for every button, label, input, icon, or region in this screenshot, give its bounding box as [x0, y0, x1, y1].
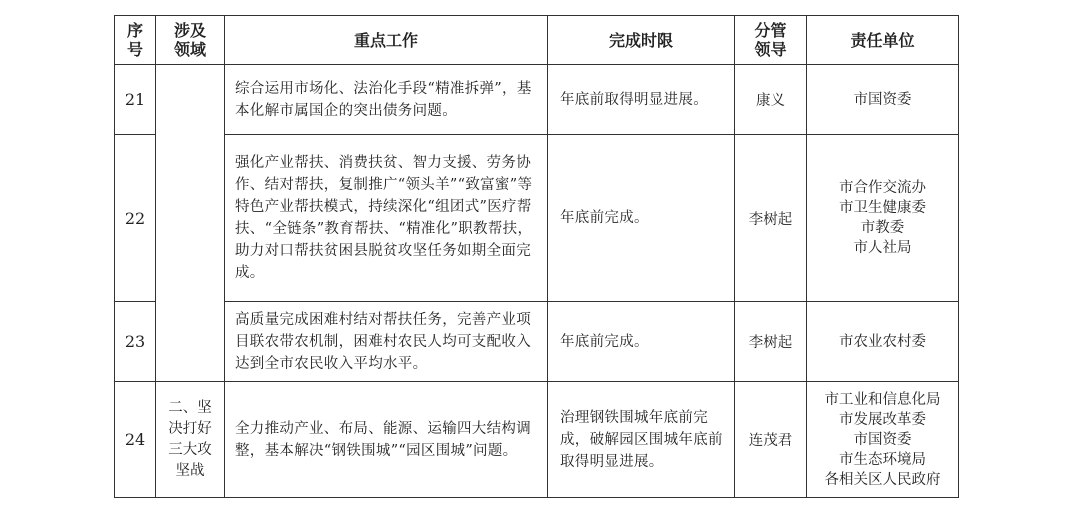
leader-cell: 李树起 [735, 302, 807, 382]
header-task: 重点工作 [225, 16, 548, 65]
work-plan-table [114, 15, 959, 498]
row-number: 22 [115, 135, 156, 302]
field-cell [156, 382, 225, 498]
deadline-cell: 年底前完成。 [548, 135, 735, 302]
header-no: 序 号 [115, 16, 156, 65]
header-leader: 分管 领导 [735, 16, 807, 65]
table-row [115, 135, 959, 302]
field-line: 坚战 [175, 462, 205, 479]
unit-name: 市国资委 [853, 431, 912, 448]
row-number: 24 [115, 382, 156, 498]
unit-name: 市工业和信息化局 [824, 391, 941, 408]
unit-cell [807, 135, 959, 302]
unit-name: 市合作交流办 [839, 180, 926, 196]
unit-name: 市生态环境局 [839, 451, 926, 468]
header-field: 涉及 领域 [156, 16, 225, 65]
unit-name: 各相关区人民政府 [824, 471, 941, 488]
leader-cell: 李树起 [735, 135, 807, 302]
field-line: 三大攻 [168, 441, 212, 458]
header-deadline: 完成时限 [548, 16, 735, 65]
unit-cell [807, 382, 959, 498]
unit-name: 市农业农村委 [839, 333, 926, 350]
header-unit: 责任单位 [807, 16, 959, 65]
task-cell: 综合运用市场化、法治化手段“精准拆弹”，基本化解市属国企的突出债务问题。 [225, 65, 548, 135]
leader-cell: 连茂君 [735, 382, 807, 498]
task-cell: 强化产业帮扶、消费扶贫、智力支援、劳务协作、结对帮扶，复制推广“领头羊”“致富蜜”等特色产业帮扶模式，持续深化“组团式”医疗帮扶、“全链条”教育帮扶、“精准化”职教帮扶，助力对口帮扶贫困县脱贫攻坚任务如期全面完成。 [225, 135, 548, 302]
unit-name: 市卫生健康委 [839, 200, 926, 216]
table-row [115, 382, 959, 498]
field-cell-empty [156, 65, 225, 382]
unit-cell [807, 65, 959, 135]
task-cell: 全力推动产业、布局、能源、运输四大结构调整，基本解决“钢铁围城”“园区围城”问题。 [225, 382, 548, 498]
unit-name: 市发展改革委 [839, 411, 926, 428]
unit-name: 市国资委 [853, 91, 912, 108]
header-row [115, 16, 959, 65]
deadline-cell: 年底前完成。 [548, 302, 735, 382]
table-row [115, 302, 959, 382]
deadline-cell: 年底前取得明显进展。 [548, 65, 735, 135]
row-number: 23 [115, 302, 156, 382]
leader-cell: 康义 [735, 65, 807, 135]
deadline-cell: 治理钢铁围城年底前完成，破解园区围城年底前取得明显进展。 [548, 382, 735, 498]
unit-name: 市人社局 [853, 240, 912, 256]
field-line: 二、坚 [168, 399, 212, 416]
unit-name: 市教委 [860, 220, 905, 236]
table-row [115, 65, 959, 135]
task-cell: 高质量完成困难村结对帮扶任务，完善产业项目联农带农机制，困难村农民人均可支配收入达到全市农民收入平均水平。 [225, 302, 548, 382]
row-number: 21 [115, 65, 156, 135]
unit-cell [807, 302, 959, 382]
field-line: 决打好 [168, 420, 212, 437]
